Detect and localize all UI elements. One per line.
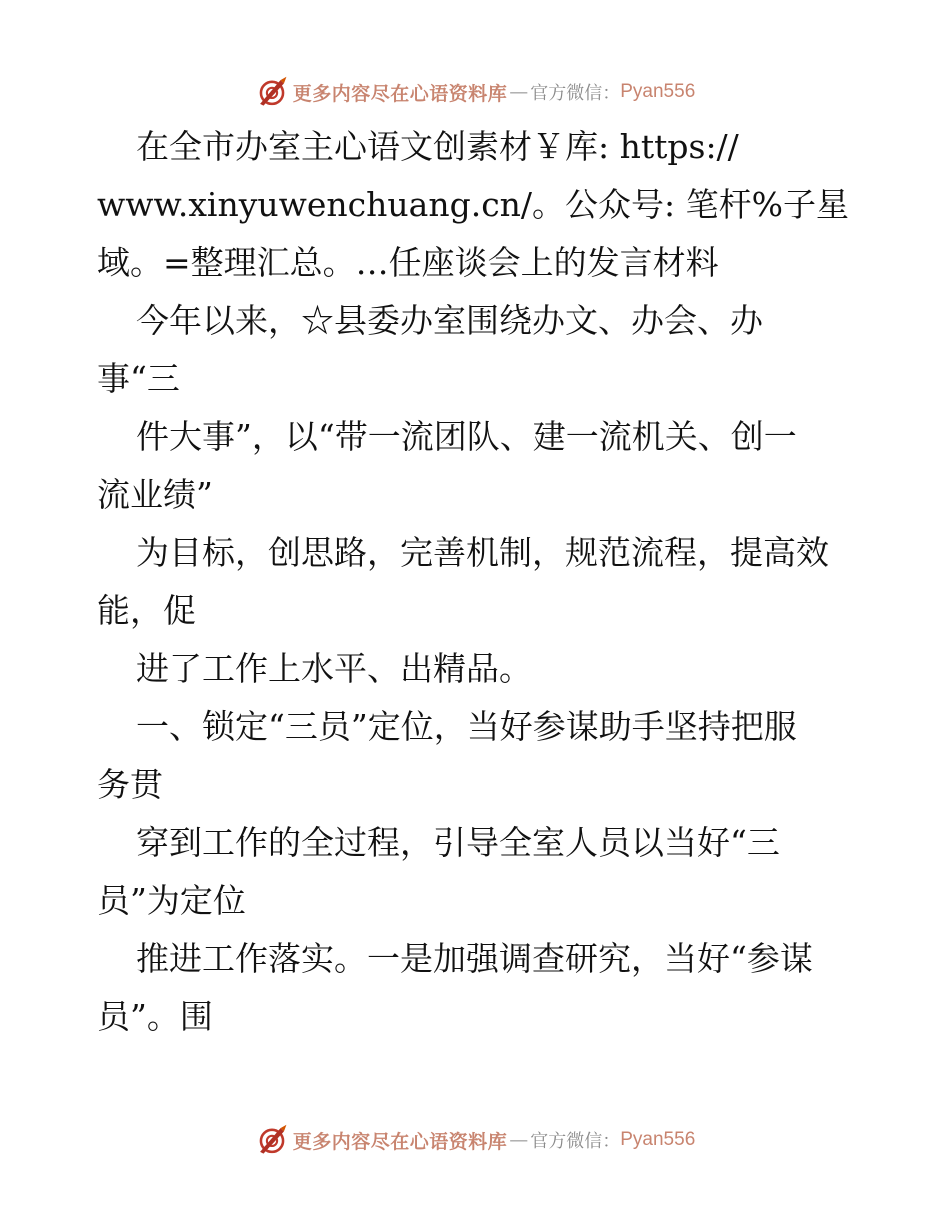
text-line: 员”。围 bbox=[97, 997, 213, 1036]
text-line: 能，促 bbox=[97, 591, 196, 630]
banner-wechat-id: Pyan556 bbox=[620, 81, 696, 102]
banner-wechat-id: Pyan556 bbox=[620, 1129, 696, 1150]
text-line: 员”为定位 bbox=[97, 881, 246, 920]
text-line: www.xinyuwenchuang.cn/。公众号: 笔杆%子星 bbox=[97, 185, 850, 224]
quill-pen-logo-icon bbox=[255, 75, 289, 109]
banner-separator: — bbox=[509, 81, 529, 103]
text-line: 为目标，创思路，完善机制，规范流程，提高效 bbox=[136, 533, 829, 572]
text-line: 域。=整理汇总。…任座谈会上的发言材料 bbox=[97, 243, 719, 282]
footer-watermark-banner bbox=[0, 1120, 950, 1160]
text-line: 在全市办室主心语文创素材￥库: https:// bbox=[136, 127, 739, 166]
banner-title: 更多内容尽在心语资料库 bbox=[292, 1130, 508, 1153]
document-body bbox=[97, 118, 857, 1046]
text-line: 事“三 bbox=[97, 359, 180, 398]
banner-separator: — bbox=[509, 1129, 529, 1151]
text-line: 务贯 bbox=[97, 765, 163, 804]
text-line: 流业绩” bbox=[97, 475, 213, 514]
text-line: 件大事”，以“带一流团队、建一流机关、创一 bbox=[136, 417, 797, 456]
banner-title: 更多内容尽在心语资料库 bbox=[292, 82, 508, 105]
text-line: 一、锁定“三员”定位，当好参谋助手坚持把服 bbox=[136, 707, 797, 746]
text-line: 进了工作上水平、出精品。 bbox=[136, 649, 532, 688]
header-watermark-banner bbox=[0, 72, 950, 112]
text-line: 穿到工作的全过程，引导全室人员以当好“三 bbox=[136, 823, 780, 862]
quill-pen-logo-icon bbox=[255, 1123, 289, 1157]
banner-wechat-label: 官方微信： bbox=[530, 83, 621, 104]
text-line: 今年以来，☆县委办室围绕办文、办会、办 bbox=[136, 301, 763, 340]
banner-wechat-label: 官方微信： bbox=[530, 1131, 621, 1152]
text-line: 推进工作落实。一是加强调查研究，当好“参谋 bbox=[136, 939, 813, 978]
